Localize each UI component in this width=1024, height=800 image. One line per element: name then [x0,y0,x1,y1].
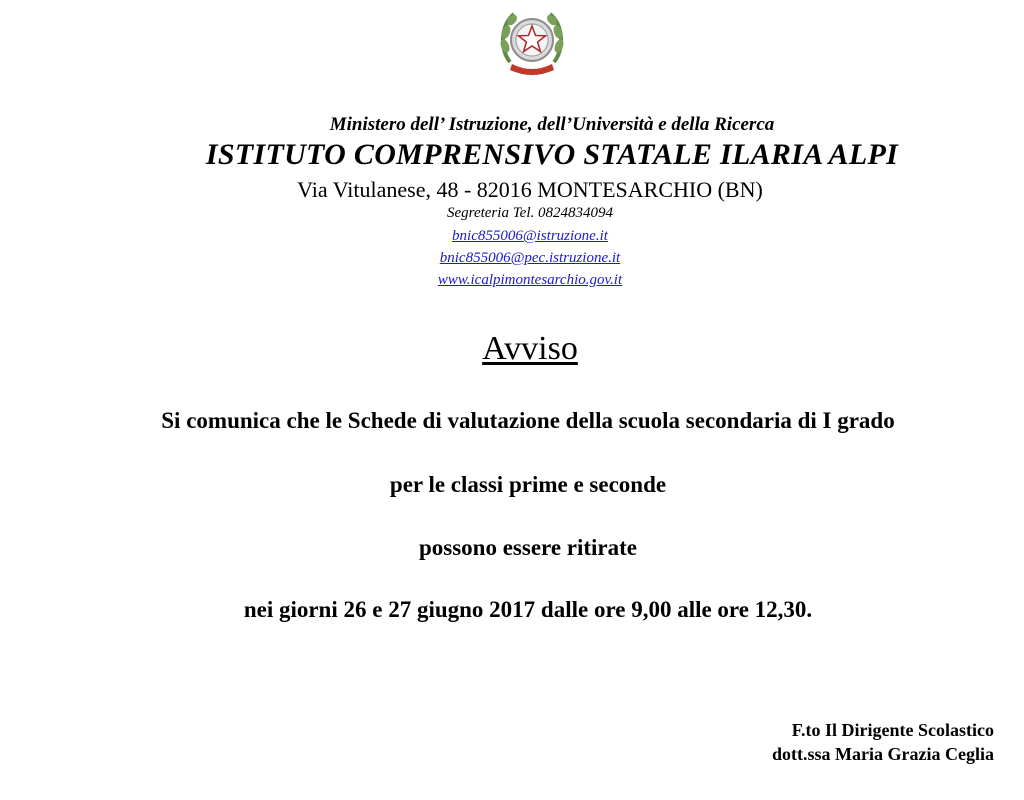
pec-line [18,250,1024,267]
email-link[interactable]: bnic855006@istruzione.it [452,228,608,244]
pec-email-link[interactable]: bnic855006@pec.istruzione.it [439,250,621,266]
email-line [18,228,1024,245]
signature-role: F.to Il Dirigente Scolastico [791,720,994,740]
signature-name: dott.ssa Maria Grazia Ceglia [772,744,994,764]
website-line [18,272,1024,289]
notice-line-4: nei giorni 26 e 27 giugno 2017 dalle ore 9,00 alle ore 12,30. [243,597,813,622]
school-name: ISTITUTO COMPRENSIVO STATALE ILARIA ALPI [205,138,899,171]
notice-title: Avviso [482,330,578,367]
website-link[interactable]: www.icalpimontesarchio.gov.it [437,272,623,288]
school-address: Via Vitulanese, 48 - 82016 MONTESARCHIO (BN) [297,177,763,202]
phone-number: Segreteria Tel. 0824834094 [447,205,613,221]
notice-line-2: per le classi prime e seconde [389,472,667,497]
notice-line-3: possono essere ritirate [418,535,638,560]
republic-emblem-icon [496,2,568,80]
ministry-name: Ministero dell’ Istruzione, dell’Università e della Ricerca [329,114,775,135]
notice-line-1: Si comunica che le Schede di valutazione della scuola secondaria di I grado [161,408,895,433]
